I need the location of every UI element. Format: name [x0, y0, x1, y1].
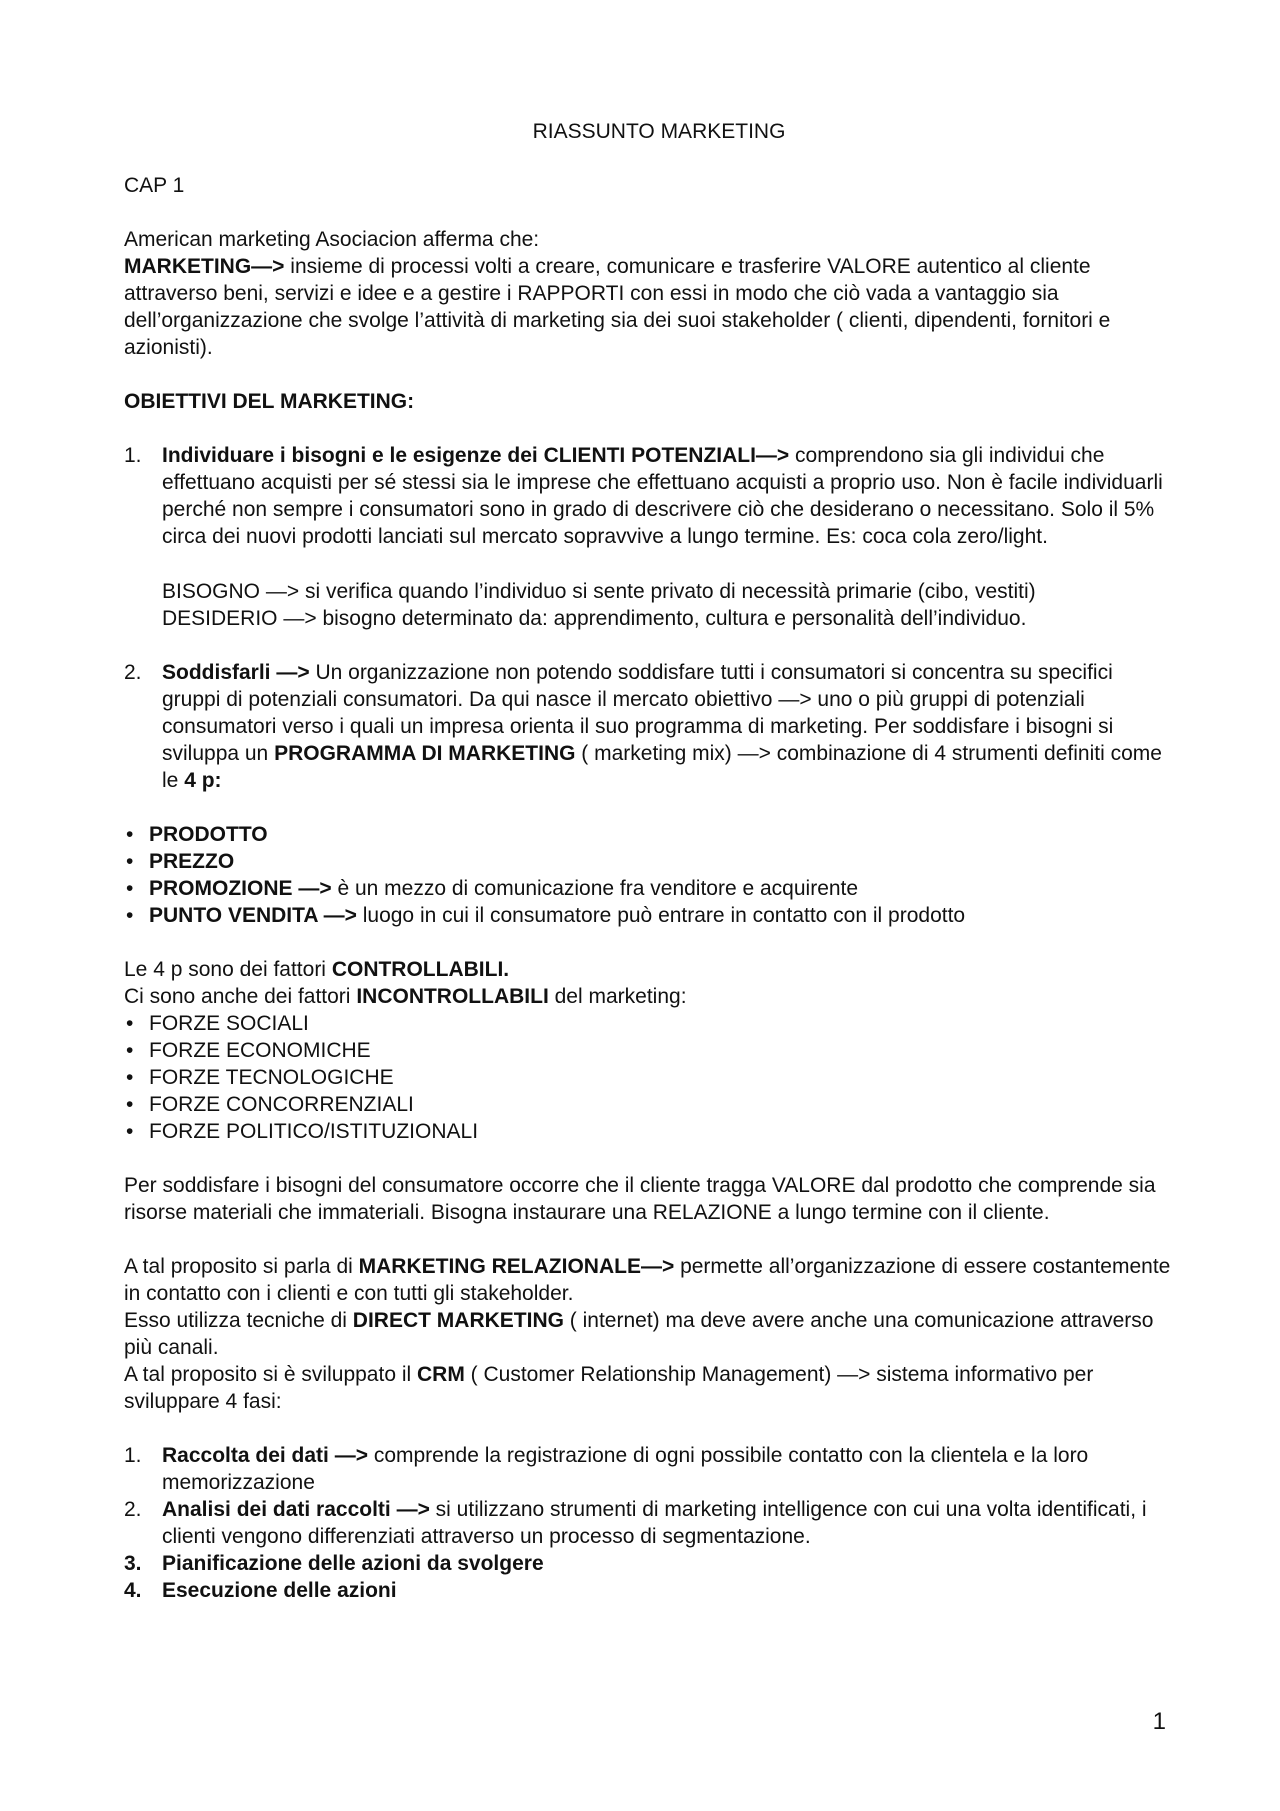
- list-item: • PUNTO VENDITA —> luogo in cui il consumatore può entrare in contatto con il prodotto: [126, 904, 966, 927]
- intro-line: American marketing Asociacion afferma che:: [124, 228, 540, 251]
- phase-number: 1.: [124, 1444, 142, 1467]
- bullet-icon: •: [126, 850, 134, 873]
- list-item: • PREZZO: [126, 850, 235, 873]
- list-item: • FORZE CONCORRENZIALI: [126, 1093, 414, 1116]
- bullet-icon: •: [126, 904, 134, 927]
- list-item: • FORZE SOCIALI: [126, 1012, 309, 1035]
- list-item: • PRODOTTO: [126, 823, 268, 846]
- list-item: • PROMOZIONE —> è un mezzo di comunicazione fra venditore e acquirente: [126, 877, 859, 900]
- value-paragraph: Per soddisfare i bisogni del consumatore occorre che il cliente tragga VALORE dal prodotto che comprende sia risorse materiali che immateriali. Bisogna instaurare una RELAZIONE a lungo termine con il cliente.: [124, 1174, 1156, 1224]
- objectives-heading: OBIETTIVI DEL MARKETING:: [124, 390, 415, 413]
- list-item: 1. Raccolta dei dati —> comprende la registrazione di ogni possibile contatto con la clientela e la loro memorizzazione: [124, 1444, 1089, 1494]
- list-item: 4. Esecuzione delle azioni: [124, 1579, 397, 1602]
- marketing-definition: [124, 253, 1174, 361]
- forces-list: [124, 1010, 1174, 1145]
- objective-1: 1. Individuare i bisogni e le esigenze dei CLIENTI POTENZIALI—> comprendono sia gli individui che effettuano acquisti per sé stessi sia le imprese che effettuano acquisti a proprio uso. Non è facile individuarli perché non sempre i consumatori sono in grado di descrivere ciò che desiderano o necessitano. Solo il 5% circa dei nuovi prodotti lanciati sul mercato sopravvive a lungo termine. Es: coca cola zero/light.: [124, 444, 1163, 548]
- bullet-icon: •: [126, 1039, 134, 1062]
- direct-marketing: Esso utilizza tecniche di DIRECT MARKETING ( internet) ma deve avere anche una comunicazione attraverso più canali.: [124, 1309, 1154, 1359]
- desiderio-definition: DESIDERIO —> bisogno determinato da: apprendimento, cultura e personalità dell’individuo.: [162, 607, 1027, 630]
- crm-paragraph: A tal proposito si è sviluppato il CRM ( Customer Relationship Management) —> sistema informativo per sviluppare 4 fasi:: [124, 1363, 1094, 1413]
- objective-2: 2. Soddisfarli —> Un organizzazione non potendo soddisfare tutti i consumatori si concentra su specifici gruppi di potenziali consumatori. Da qui nasce il mercato obiettivo —> uno o più gruppi di potenziali consumatori verso i quali un impresa orienta il suo programma di marketing. Per soddisfare i bisogni si sviluppa un PROGRAMMA DI MARKETING ( marketing mix) —> combinazione di 4 strumenti definiti come le 4 p:: [124, 661, 1162, 792]
- bullet-icon: •: [126, 1012, 134, 1035]
- bullet-icon: •: [126, 823, 134, 846]
- list-item: 3. Pianificazione delle azioni da svolgere: [124, 1552, 544, 1575]
- bullet-icon: •: [126, 877, 134, 900]
- crm-phases-list: [124, 1442, 1174, 1604]
- objective-1-number: 1.: [124, 444, 142, 467]
- phase-number: 2.: [124, 1498, 142, 1521]
- relational-marketing: A tal proposito si parla di MARKETING RELAZIONALE—> permette all’organizzazione di essere costantemente in contatto con i clienti e con tutti gli stakeholder.: [124, 1255, 1171, 1305]
- list-item: 2. Analisi dei dati raccolti —> si utilizzano strumenti di marketing intelligence con cui una volta identificati, i clienti vengono differenziati attraverso un processo di segmentazione.: [124, 1498, 1147, 1548]
- bullet-icon: •: [126, 1093, 134, 1116]
- bullet-icon: •: [126, 1066, 134, 1089]
- list-item: • FORZE POLITICO/ISTITUZIONALI: [126, 1120, 479, 1143]
- document-title: RIASSUNTO MARKETING: [532, 120, 786, 143]
- definition-text: insieme di processi volti a creare, comunicare e trasferire VALORE autentico al cliente attraverso beni, servizi e idee e a gestire i RAPPORTI con essi in modo che ciò vada a vantaggio sia dell’organizzazione che svolge l’attività di marketing sia dei suoi stakeholder ( clienti, dipendenti, fornitori e azionisti).: [124, 255, 1111, 359]
- bisogno-definition: BISOGNO —> si verifica quando l’individuo si sente privato di necessità primarie (cibo, vestiti): [162, 580, 1036, 603]
- phase-number: 4.: [124, 1579, 142, 1602]
- four-p-list: [124, 821, 1174, 929]
- objective-2-number: 2.: [124, 661, 142, 684]
- phase-number: 3.: [124, 1552, 142, 1575]
- controllable-line: Le 4 p sono dei fattori CONTROLLABILI.: [124, 958, 510, 981]
- list-item: • FORZE TECNOLOGICHE: [126, 1066, 394, 1089]
- list-item: • FORZE ECONOMICHE: [126, 1039, 371, 1062]
- page-number: 1: [1152, 1708, 1166, 1735]
- chapter-heading: CAP 1: [124, 174, 185, 197]
- definition-term: MARKETING—>: [124, 255, 285, 278]
- uncontrollable-line: Ci sono anche dei fattori INCONTROLLABILI del marketing:: [124, 985, 687, 1008]
- document-page: [124, 118, 1174, 1604]
- bullet-icon: •: [126, 1120, 134, 1143]
